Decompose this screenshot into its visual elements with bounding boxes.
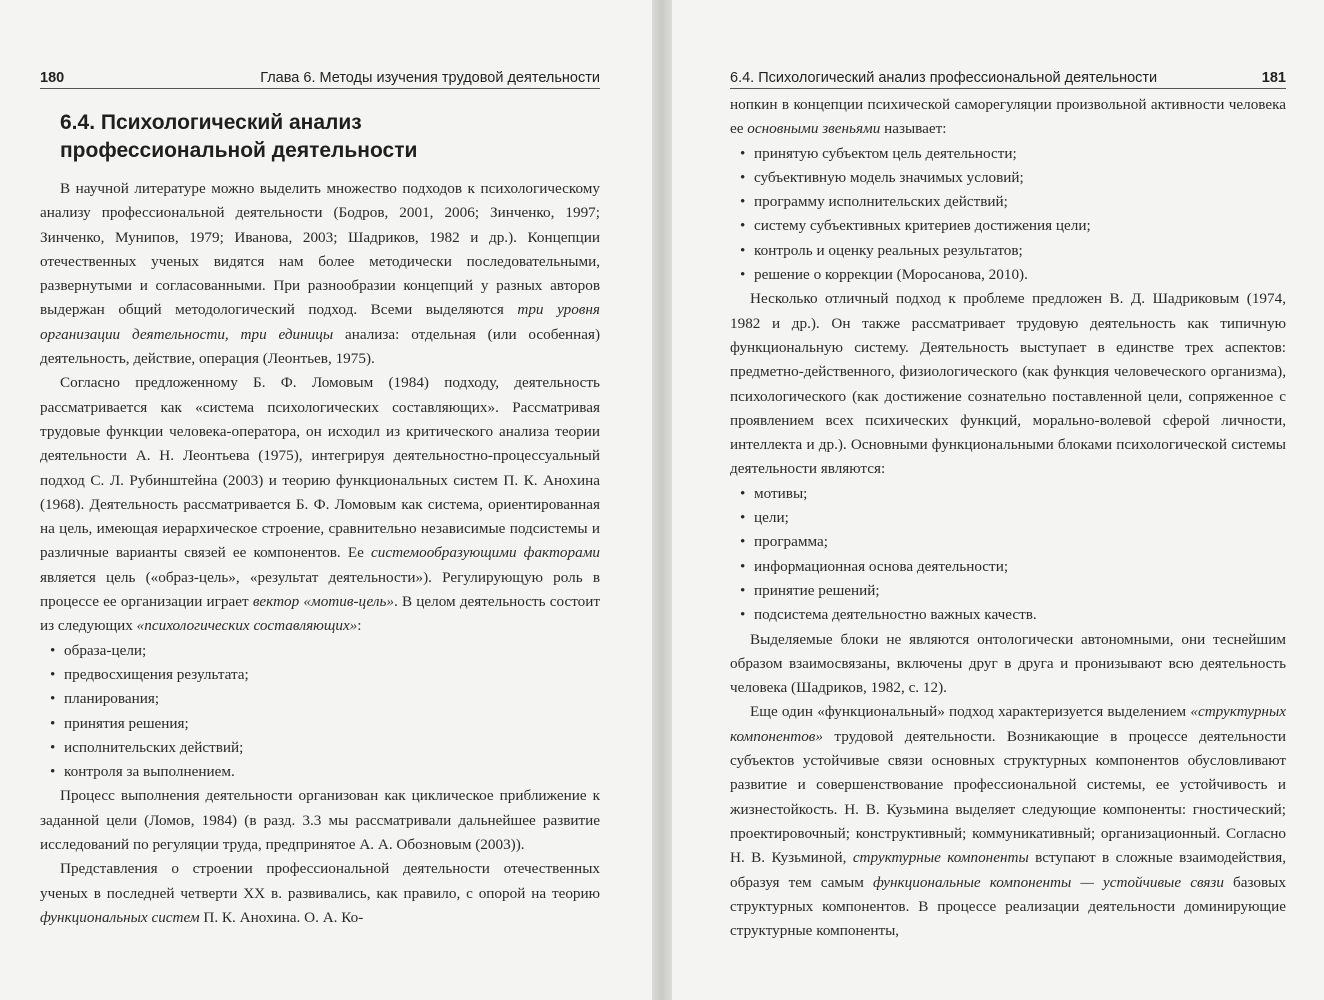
list-item: • предвосхищения результата; — [40, 663, 600, 687]
list-item: • планирования; — [40, 687, 600, 711]
left-body-text — [40, 177, 600, 930]
list-item: • систему субъективных критериев достижения цели; — [730, 214, 1286, 238]
list-item: • принятие решений; — [730, 579, 1286, 603]
bullet-list — [730, 482, 1286, 628]
paragraph: Выделяемые блоки не являются онтологически автономными, они теснейшим образом взаимосвязаны, включены друг в друга и пронизывают всю деятельность человека (Шадриков, 1982, с. 12). — [730, 630, 1286, 697]
paragraph: Согласно предложенному Б. Ф. Ломовым (1984) подходу, деятельность рассматривается как «система психологических составляющих». Рассматривая трудовые функции человека-оператора, он исходил из критического анализа теории деятельности А. Н. Леонтьева (1975), интегрируя деятельностно-процессуальный подход С. Л. Рубинштейна (2003) и теорию функциональных систем П. К. Анохина (1968). Деятельность рассматривается Б. Ф. Ломовым как система, ориентированная на цель, имеющая иерархическое строение, сравнительно независимые подсистемы и различные варианты связей ее компонентов. Ее системообразующими факторами является цель («образ-цель», «результат деятельности»). Регулирующую роль в процессе ее организации играет вектор «мотив-цель». В целом деятельность состоит из следующих «психологических составляющих»: — [40, 374, 601, 635]
list-item: • решение о коррекции (Моросанова, 2010). — [730, 263, 1286, 287]
running-title-right: 6.4. Психологический анализ профессиональной деятельности — [730, 70, 1158, 86]
list-item: • цели; — [730, 506, 1286, 530]
page-number-left: 180 — [40, 70, 65, 86]
running-head-right — [730, 64, 1286, 89]
list-item: • информационная основа деятельности; — [730, 555, 1286, 579]
paragraph: Процесс выполнения деятельности организован как циклическое приближение к заданной цели (Ломов, 1984) (в разд. 3.3 мы рассматривали дальнейшее развитие исследований по регуляции труда, предпринятое А. А. Обозновым (2003)). — [40, 787, 600, 854]
paragraph: Еще один «функциональный» подход характеризуется выделением «структурных компонентов» трудовой деятельности. Возникающие в процессе деятельности субъектов устойчивые связи основных структурных компонентов обусловливают развитие и совершенствование профессиональной системы, ее устойчивость и жизнестойкость. Н. В. Кузьмина выделяет следующие компоненты: гностический; проектировочный; конструктивный; коммуникативный; организационный. Согласно Н. В. Кузьминой, структурные компоненты вступают в сложные взаимодействия, образуя тем самым функциональные компоненты — устойчивые связи базовых структурных компонентов. В процессе реализации деятельности доминирующие структурные компоненты, — [730, 703, 1286, 940]
book-gutter — [652, 0, 672, 1000]
running-title-left: Глава 6. Методы изучения трудовой деятельности — [260, 70, 600, 86]
bullet-list — [730, 142, 1286, 288]
running-head-left — [40, 64, 600, 89]
list-item: • субъективную модель значимых условий; — [730, 166, 1286, 190]
paragraph: Несколько отличный подход к проблеме предложен В. Д. Шадриковым (1974, 1982 и др.). Он также рассматривает трудовую деятельность как типичную функциональную систему. Деятельность выступает в единстве трех аспектов: предметно-действенного, физиологического (как функция человеческого организма), психологического (как достижение сознательно поставленной цели, сопряженное с проявлением всех психических функций, морально-волевой сферой личности, интеллекта и др.). Основными функциональными блоками психологической системы деятельности являются: — [730, 290, 1286, 478]
list-item: • принятия решения; — [40, 712, 600, 736]
list-item: • исполнительских действий; — [40, 736, 600, 760]
bullet-list — [40, 639, 600, 785]
right-body-text — [730, 93, 1286, 943]
list-item: • программа; — [730, 530, 1286, 554]
paragraph: нопкин в концепции психической саморегуляции произвольной активности человека ее основными звеньями называет: — [730, 96, 1286, 138]
list-item: • принятую субъектом цель деятельности; — [730, 142, 1286, 166]
list-item: • контроля за выполнением. — [40, 760, 600, 784]
section-heading: 6.4. Психологический анализ профессиональной деятельности — [60, 111, 418, 162]
page-number-right: 181 — [1261, 70, 1286, 86]
list-item: • образа-цели; — [40, 639, 600, 663]
list-item: • программу исполнительских действий; — [730, 190, 1286, 214]
paragraph: В научной литературе можно выделить множество подходов к психологическому анализу профессиональной деятельности (Бодров, 2001, 2006; Зинченко, 1997; Зинченко, Мунипов, 1979; Иванова, 2003; Шадриков, 1982 и др.). Концепции отечественных ученых видятся нам более методически последовательными, развернутыми и согласованными. При разнообразии концепций у разных авторов выдержан общий методологический подход. Всеми выделяются три уровня организации деятельности, три единицы анализа: отдельная (или особенная) деятельность, действие, операция (Леонтьев, 1975). — [40, 180, 600, 368]
paragraph: Представления о строении профессиональной деятельности отечественных ученых в последней четверти XX в. развивались, как правило, с опорой на теорию функциональных систем П. К. Анохина. О. А. Ко- — [40, 860, 600, 926]
list-item: • мотивы; — [730, 482, 1286, 506]
right-page — [672, 0, 1324, 1000]
left-page — [0, 0, 652, 1000]
list-item: • подсистема деятельностно важных качеств. — [730, 603, 1286, 627]
list-item: • контроль и оценку реальных результатов; — [730, 239, 1286, 263]
